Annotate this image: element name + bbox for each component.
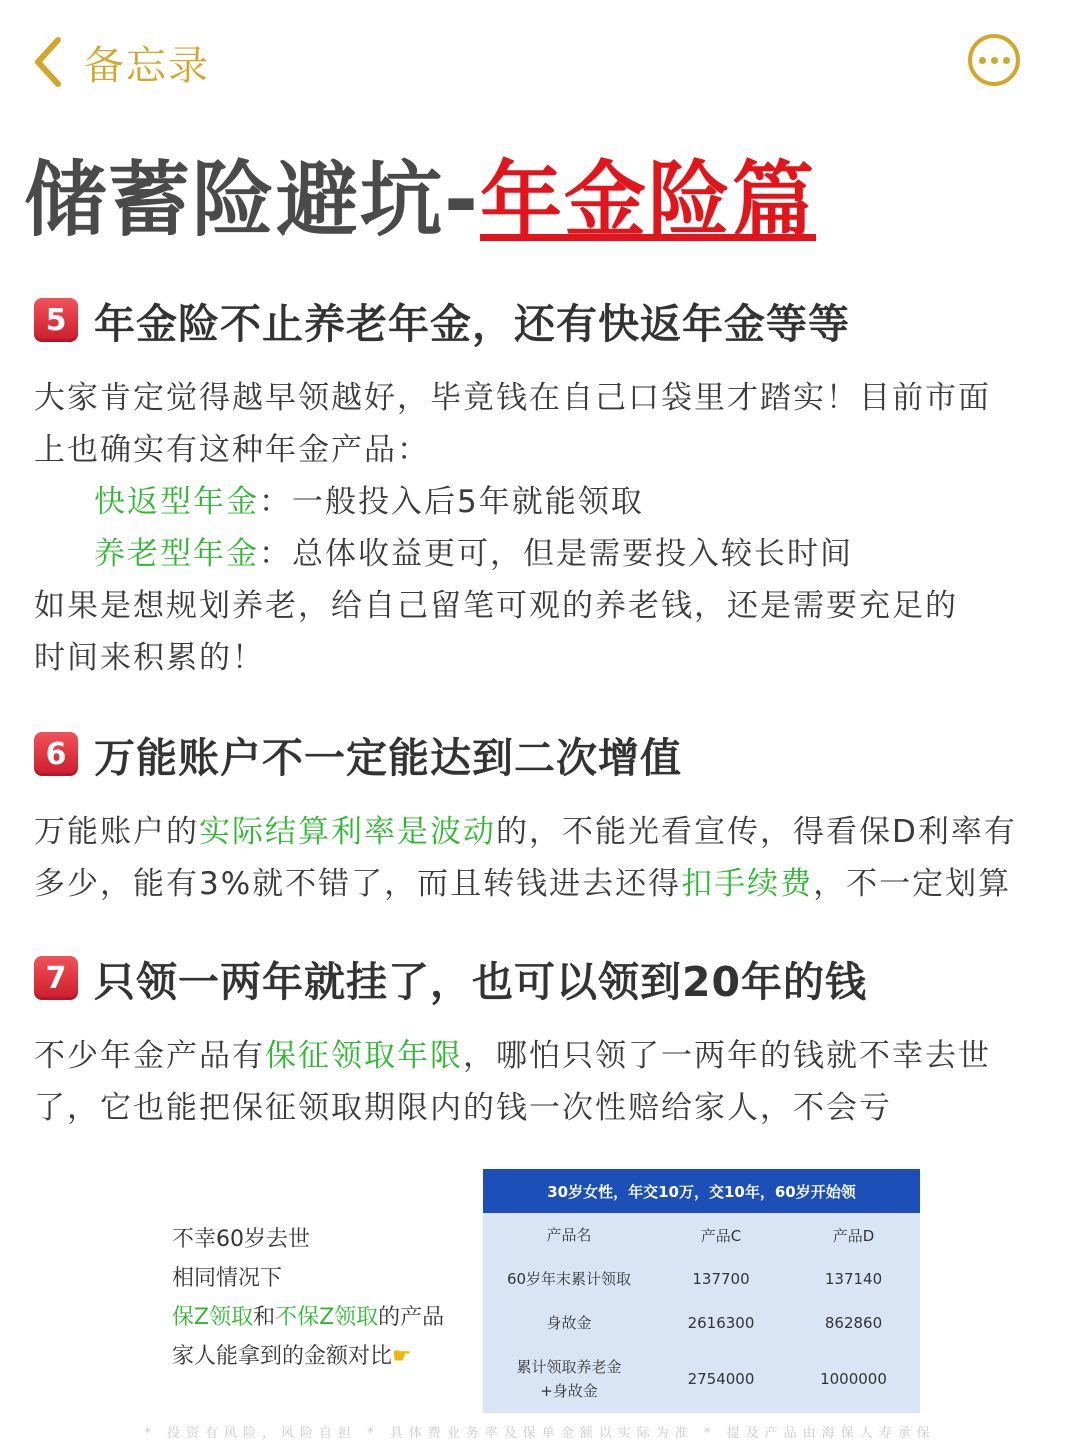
text: 多少，能有3%就不错了，而且转钱进去还得: [34, 866, 682, 902]
section-heading: 万能账户不一定能达到二次增值: [94, 733, 682, 782]
paragraph-line: 大家肯定觉得越早领越好，毕竟钱在自己口袋里才踏实！目前市面: [34, 380, 991, 416]
cell-line: +身故金: [540, 1382, 598, 1400]
note-line: 不幸60岁去世: [172, 1227, 310, 1252]
item-text: ：总体收益更可，但是需要投入较长时间: [259, 536, 853, 572]
section-5: [34, 290, 1054, 684]
paragraph-line: [34, 806, 1054, 858]
table-cell: 137140: [824, 1270, 883, 1288]
table-cell: 60岁年末累计领取: [506, 1270, 632, 1288]
text: 的，不能光看宣传，得看保D利率有: [496, 814, 1017, 850]
comparison-table: [483, 1169, 920, 1413]
text: 家人能拿到的金额对比: [172, 1344, 393, 1369]
note-line: [172, 1337, 444, 1376]
paragraph-line: 时间来积累的！: [34, 640, 265, 676]
table-cell: 862860: [824, 1314, 883, 1332]
column-header: 产品C: [700, 1226, 742, 1245]
paragraph-line: 上也确实有这种年金产品：: [34, 432, 430, 468]
list-item: [34, 476, 1054, 528]
note-line: 相同情况下: [172, 1266, 283, 1291]
table-row: [483, 1257, 920, 1301]
section-heading: 只领一两年就挂了，也可以领到20年的钱: [94, 957, 868, 1006]
table-cell: 1000000: [820, 1370, 887, 1388]
title-highlight: 年金险篇: [480, 153, 817, 248]
table-header-row: [483, 1213, 920, 1257]
page-title: [24, 148, 816, 254]
disclaimer-footer: * 投资有风险，风险自担 * 具体费业务率及保单金额以实际为准 * 提及产品由海保人寿承保: [144, 1426, 936, 1441]
column-header: 产品D: [832, 1226, 875, 1245]
table-cell: [483, 1355, 655, 1403]
column-header: 产品名: [546, 1226, 592, 1244]
item-text: ：一般投入后5年就能领取: [259, 484, 644, 520]
text: 的产品: [378, 1305, 445, 1330]
table-cell: 身故金: [546, 1314, 592, 1332]
table-row: [483, 1345, 920, 1413]
chevron-left-icon: [28, 34, 68, 90]
highlight-text: 不保Z领取: [275, 1305, 379, 1330]
highlight-text: 实际结算利率是波动: [199, 814, 496, 850]
table-title: 30岁女性，年交10万，交10年，60岁开始领: [483, 1169, 920, 1213]
table-cell: 137700: [692, 1270, 750, 1288]
comparison-note: [172, 1220, 444, 1376]
section-heading: 年金险不止养老年金，还有快返年金等等: [94, 299, 850, 348]
title-main: 储蓄险避坑-: [24, 153, 481, 248]
table-row: [483, 1301, 920, 1345]
highlight-text: 扣手续费: [681, 866, 814, 902]
back-label: 备忘录: [84, 42, 210, 89]
list-item: [34, 528, 1054, 580]
paragraph-line: [34, 1030, 1054, 1082]
cell-line: 累计领取养老金: [516, 1358, 622, 1376]
item-label: 快返型年金: [94, 484, 259, 520]
section-6: [34, 724, 1054, 910]
highlight-text: 保Z领取: [172, 1305, 254, 1330]
back-button[interactable]: [28, 30, 210, 94]
more-icon[interactable]: [968, 34, 1020, 86]
text: ，不一定划算: [813, 866, 1012, 902]
text: 不少年金产品有: [34, 1038, 265, 1074]
number-badge-icon: 5: [34, 298, 78, 342]
number-badge-icon: 6: [34, 732, 78, 776]
section-7: [34, 948, 1054, 1134]
text: 万能账户的: [34, 814, 199, 850]
paragraph-line: 如果是想规划养老，给自己留笔可观的养老钱，还是需要充足的: [34, 588, 958, 624]
number-badge-icon: 7: [34, 956, 78, 1000]
note-line: [172, 1298, 444, 1337]
paragraph-line: [34, 858, 1054, 910]
table-cell: 2616300: [687, 1314, 755, 1332]
highlight-text: 保征领取年限: [265, 1038, 463, 1074]
table-cell: 2754000: [687, 1370, 755, 1388]
pointing-hand-icon: ☛: [392, 1344, 412, 1369]
top-bar: [0, 0, 1080, 124]
text: 和: [253, 1305, 276, 1330]
paragraph-line: 了，它也能把保征领取期限内的钱一次性赔给家人，不会亏: [34, 1090, 892, 1126]
text: ，哪怕只领了一两年的钱就不幸去世: [463, 1038, 991, 1074]
item-label: 养老型年金: [94, 536, 259, 572]
